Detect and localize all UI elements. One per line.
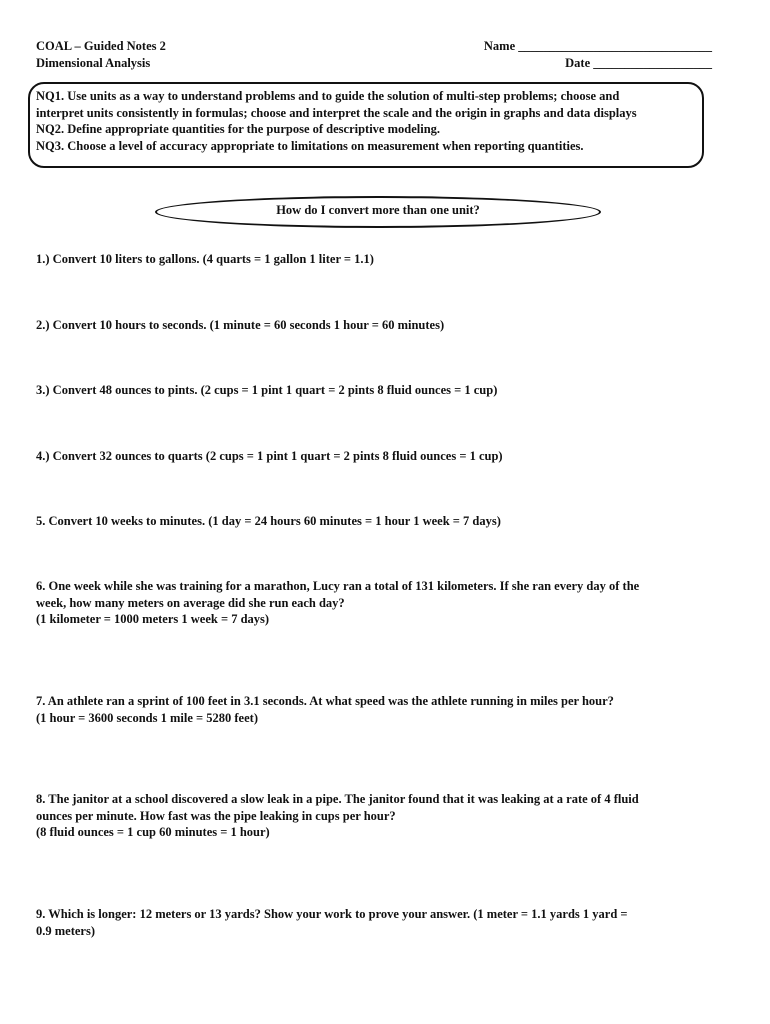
- question-line: 8. The janitor at a school discovered a slow leak in a pipe. The janitor found that it was leaking at a rate of 4 fluid: [36, 792, 639, 806]
- question-1: [36, 251, 374, 268]
- question-line: (1 kilometer = 1000 meters 1 week = 7 days): [36, 612, 270, 626]
- standard-line: NQ2. Define appropriate quantities for the purpose of descriptive modeling.: [36, 122, 441, 136]
- question-4: [36, 448, 503, 465]
- question-6: [36, 578, 639, 628]
- question-3: [36, 382, 497, 399]
- standard-line: interpret units consistently in formulas; choose and interpret the scale and the origin in graphs and data displays: [36, 105, 637, 120]
- date-line: ___________________: [593, 55, 712, 70]
- header-left: [36, 38, 166, 71]
- question-line: ounces per minute. How fast was the pipe leaking in cups per hour?: [36, 808, 396, 823]
- name-field[interactable]: [484, 38, 712, 55]
- question-line: 0.9 meters): [36, 923, 95, 938]
- name-line: _______________________________: [518, 39, 712, 53]
- question-7: [36, 693, 614, 726]
- question-line: 6. One week while she was training for a marathon, Lucy ran a total of 131 kilometers. If she ran every day of the: [36, 579, 640, 593]
- question-line: (8 fluid ounces = 1 cup 60 minutes = 1 hour): [36, 825, 270, 839]
- standard-line: NQ1. Use units as a way to understand problems and to guide the solution of multi-step problems; choose and: [36, 89, 620, 103]
- header-right: [484, 38, 712, 71]
- question-8: [36, 791, 639, 841]
- question-9: [36, 906, 628, 939]
- course-title: COAL – Guided Notes 2: [36, 39, 166, 53]
- date-label: Date: [565, 55, 591, 70]
- question-line: 2.) Convert 10 hours to seconds. (1 minute = 60 seconds 1 hour = 60 minutes): [36, 318, 445, 332]
- question-line: week, how many meters on average did she run each day?: [36, 595, 345, 610]
- question-line: 9. Which is longer: 12 meters or 13 yards? Show your work to prove your answer. (1 meter = 1.1 yards 1 yard =: [36, 907, 628, 921]
- question-line: 5. Convert 10 weeks to minutes. (1 day = 24 hours 60 minutes = 1 hour 1 week = 7 days): [36, 514, 501, 528]
- essential-question: How do I convert more than one unit?: [276, 203, 480, 217]
- name-label: Name: [483, 39, 516, 53]
- question-line: 7. An athlete ran a sprint of 100 feet in 3.1 seconds. At what speed was the athlete running in miles per hour?: [36, 694, 614, 708]
- topic-title: Dimensional Analysis: [36, 55, 151, 70]
- question-line: 4.) Convert 32 ounces to quarts (2 cups = 1 pint 1 quart = 2 pints 8 fluid ounces = 1 cup): [36, 449, 503, 463]
- standards-text: [36, 88, 637, 154]
- standard-line: NQ3. Choose a level of accuracy appropriate to limitations on measurement when reporting quantities.: [36, 138, 584, 153]
- question-line: (1 hour = 3600 seconds 1 mile = 5280 feet): [36, 710, 258, 725]
- date-field[interactable]: [484, 55, 712, 72]
- question-line: 1.) Convert 10 liters to gallons. (4 quarts = 1 gallon 1 liter = 1.1): [36, 252, 374, 266]
- question-2: [36, 317, 444, 334]
- question-5: [36, 513, 501, 530]
- question-line: 3.) Convert 48 ounces to pints. (2 cups = 1 pint 1 quart = 2 pints 8 fluid ounces = 1 cup): [36, 383, 498, 397]
